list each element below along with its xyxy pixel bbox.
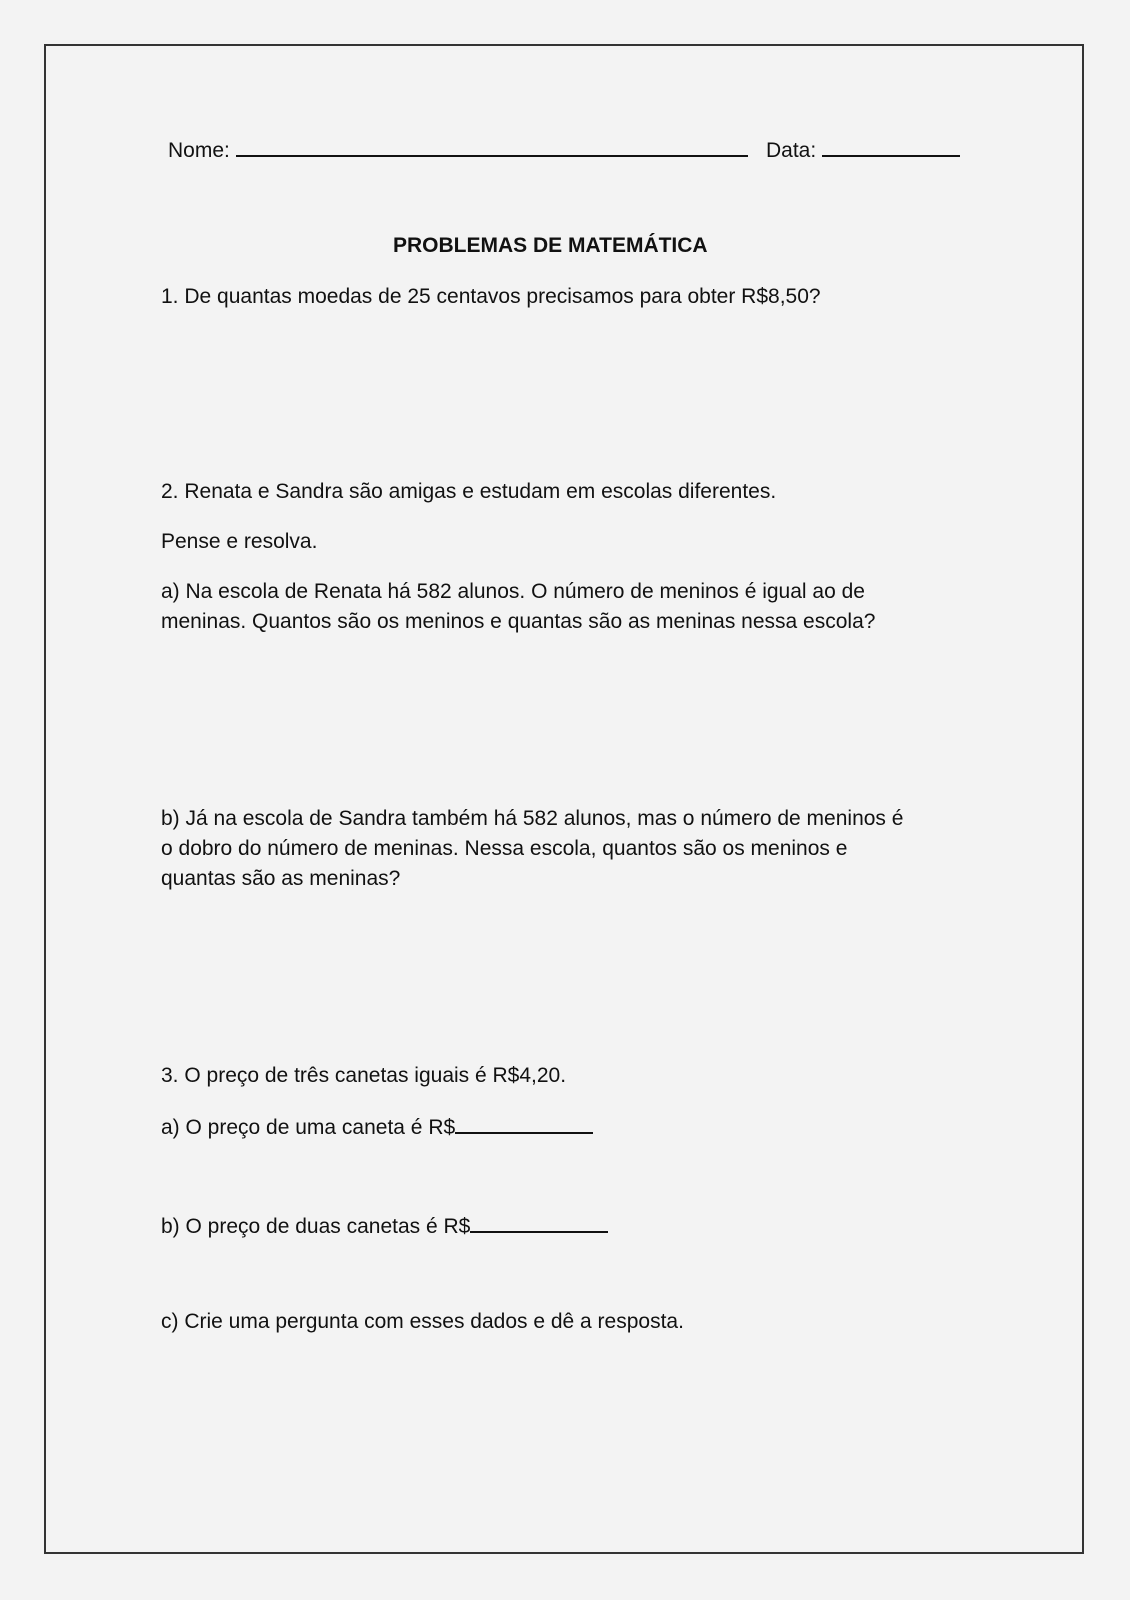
name-blank[interactable] (236, 133, 748, 157)
question-2a-line-2: meninas. Quantos são os meninos e quantas são as meninas nessa escola? (161, 610, 876, 633)
question-2b-line-2: o dobro do número de meninas. Nessa escola, quantos são os meninos e (161, 837, 848, 860)
question-3b-text: b) O preço de duas canetas é R$ (161, 1215, 471, 1238)
date-label: Data: (766, 139, 817, 162)
question-2b-line-3: quantas são as meninas? (161, 867, 401, 890)
worksheet-title: PROBLEMAS DE MATEMÁTICA (393, 234, 708, 257)
question-3c: c) Crie uma pergunta com esses dados e dê a resposta. (161, 1310, 684, 1333)
date-field (766, 133, 960, 166)
question-1: 1. De quantas moedas de 25 centavos precisamos para obter R$8,50? (161, 285, 821, 308)
question-2b-line-1: b) Já na escola de Sandra também há 582 alunos, mas o número de meninos é (161, 807, 904, 830)
question-3a-blank[interactable] (455, 1110, 593, 1134)
question-3: 3. O preço de três canetas iguais é R$4,20. (161, 1064, 567, 1087)
question-3b (161, 1209, 608, 1242)
date-blank[interactable] (822, 133, 960, 157)
question-3b-blank[interactable] (470, 1209, 608, 1233)
name-label: Nome: (168, 139, 230, 162)
question-2a-line-1: a) Na escola de Renata há 582 alunos. O número de meninos é igual ao de (161, 580, 865, 603)
question-3a (161, 1110, 593, 1143)
question-2-instruction: Pense e resolva. (161, 530, 318, 553)
name-field (168, 133, 748, 166)
question-3a-text: a) O preço de uma caneta é R$ (161, 1116, 456, 1139)
question-2: 2. Renata e Sandra são amigas e estudam em escolas diferentes. (161, 480, 777, 503)
